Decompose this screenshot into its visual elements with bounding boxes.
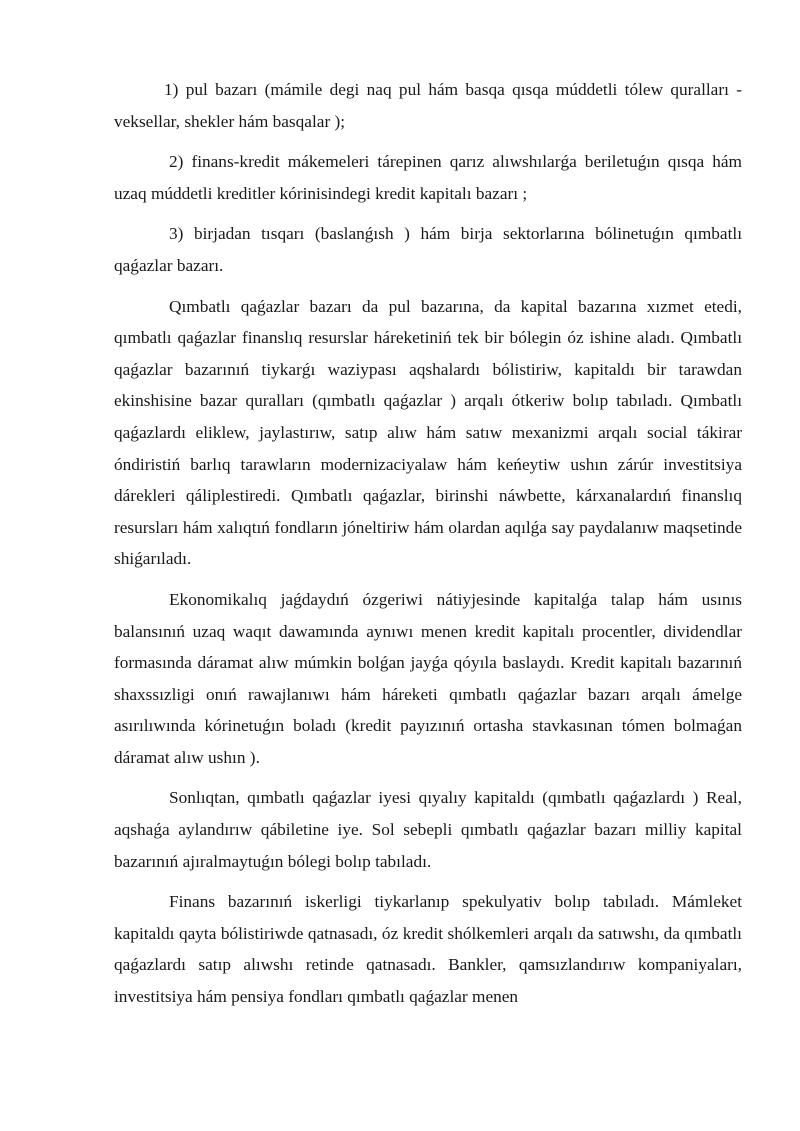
paragraph-money-market: 1) pul bazarı (mámile degi naq pul hám basqa qısqa múddetli tólew quralları - veksellar, shekler hám basqalar ); — [114, 80, 742, 131]
paragraph-securities-market: 3) birjadan tısqarı (baslanǵısh ) hám birja sektorlarına bólinetuǵın qımbatlı qaǵazlar bazarı. — [114, 224, 742, 275]
paragraph-economic-change: Ekonomikalıq jaǵdaydıń ózgeriwi nátiyjesinde kapitalǵa talap hám usınıs balansınıń uzaq waqıt dawamında aynıwı menen kredit kapitalı procentler, dividendlar formasında dáramat alıw múmkin bolǵan jayǵa qóyıla baslaydı. Kredit kapitalı bazarınıń shaxssızligi onıń rawajlanıwı hám háreketi qımbatlı qaǵazlar bazarı arqalı ámelge asırılıwında kórinetuǵın boladı (kredit payızınıń ortasha stavkasınan tómen bolmaǵan dáramat alıw ushın ). — [114, 589, 742, 767]
paragraph-credit-capital-market: 2) finans-kredit mákemeleri tárepinen qarız alıwshılarǵa beriletuǵın qısqa hám uzaq múddetli kreditler kórinisindegi kredit kapitalı bazarı ; — [114, 152, 742, 203]
document-page — [114, 74, 742, 1022]
paragraph-conclusion: Sonlıqtan, qımbatlı qaǵazlar iyesi qıyalıy kapitaldı (qımbatlı qaǵazlardı ) Real, aqshaǵa aylandırıw qábiletine iye. Sol sebepli qımbatlı qaǵazlar bazarı milliy kapital bazarınıń ajıralmaytuǵın bólegi bolıp tabıladı. — [114, 788, 742, 871]
paragraph-securities-role: Qımbatlı qaǵazlar bazarı da pul bazarına, da kapital bazarına xızmet etedi, qımbatlı qaǵazlar finanslıq resurslar háreketiniń tek bir bólegin óz ishine aladı. Qımbatlı qaǵazlar bazarınıń tiykarǵı waziypası aqshalardı bólistiriw, kapitaldı bir tarawdan ekinshisine bazar quralları (qımbatlı qaǵazlar ) arqalı ótkeriw bolıp tabıladı. Qımbatlı qaǵazlardı eliklew, jaylastırıw, satıp alıw hám satıw mexanizmi arqalı social tákirar óndiristiń barlıq tarawların modernizaciyalaw hám keńeytiw ushın zárúr investitsiya dárekleri qáliplestiredi. Qımbatlı qaǵazlar, birinshi náwbette, kárxanalardıń finanslıq resursları hám xalıqtıń fondların jóneltiriw hám olardan aqılǵa say paydalanıw maqsetinde shiǵarıladı. — [114, 296, 742, 569]
paragraph-finance-market-activity: Finans bazarınıń iskerligi tiykarlanıp spekulyativ bolıp tabıladı. Mámleket kapitaldı qayta bólistiriwde qatnasadı, óz kredit shólkemleri arqalı da satıwshı, da qımbatlı qaǵazlardı satıp alıwshı retinde qatnasadı. Bankler, qamsızlandırıw kompaniyaları, investitsiya hám pensiya fondları qımbatlı qaǵazlar menen — [114, 892, 742, 1007]
